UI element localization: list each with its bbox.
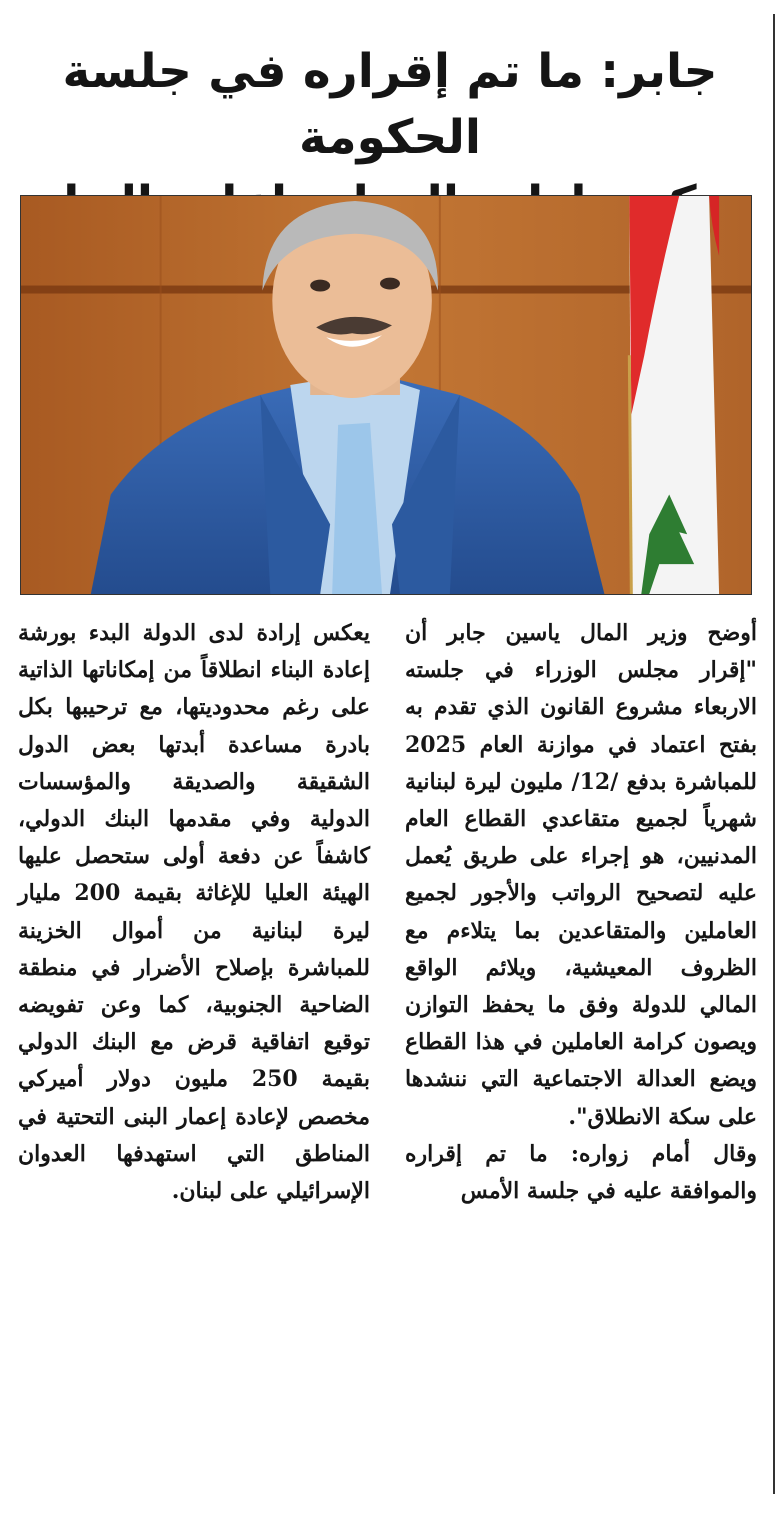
article-column-left (18, 615, 370, 1210)
paragraph: وقال أمام زواره: ما تم إقراره والموافقة عليه في جلسة الأمس (405, 1140, 757, 1205)
column-rule (773, 14, 775, 1494)
paragraph: يعكس إرادة لدى الدولة البدء بورشة إعادة البناء انطلاقاً من إمكاناتها الذاتية على رغم محدوديتها، مع ترحيبها بكل بادرة مساعدة أبدتها بعض الدول الشقيقة والصديقة والمؤسسات الدولية وفي مقدمها البنك الدولي، كاشفاً عن دفعة أولى ستحصل عليها الهيئة العليا للإغاثة بقيمة 200 مليار ليرة لبنانية من أموال الخزينة للمباشرة بإصلاح الأضرار في منطقة الضاحية الجنوبية، كما وعن تفويضه توقيع اتفاقية قرض مع البنك الدولي بقيمة 250 مليون دولار أميركي مخصص لإعادة إعمار البنى التحتية في المناطق التي استهدفها العدوان الإسرائيلي على لبنان. (18, 620, 370, 1205)
paragraph: أوضح وزير المال ياسين جابر أن "إقرار مجلس الوزراء في جلسته الاربعاء مشروع القانون الذي تقدم به بفتح اعتماد في موازنة العام 2025 للمباشرة بدفع /12/ مليون ليرة لبنانية شهرياً لجميع متقاعدي القطاع العام المدنيين، هو إجراء على طريق يُعمل عليه لتصحيح الرواتب والأجور لجميع العاملين والمتقاعدين بما يتلاءم مع الظروف المعيشية، ويلائم الواقع المالي للدولة وفق ما يحفظ التوازن ويصون كرامة العاملين في هذا القطاع ويضع العدالة الاجتماعية التي ننشدها على سكة الانطلاق". (405, 620, 757, 1130)
article-photo (20, 195, 752, 595)
headline-line-1: جابر: ما تم إقراره في جلسة الحكومة (62, 44, 718, 166)
lebanese-flag (629, 196, 719, 594)
portrait-illustration (21, 196, 751, 594)
article-column-right (405, 615, 757, 1210)
